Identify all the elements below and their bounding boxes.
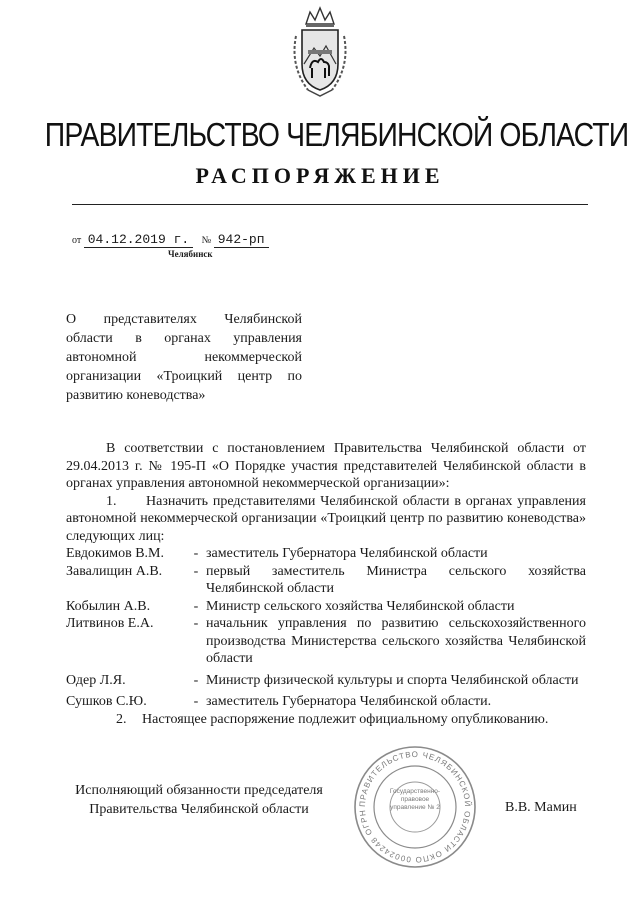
person-position: начальник управления по развитию сельскохозяйственного производства Министерства сельского хозяйства Челябинской области xyxy=(206,616,586,666)
signatory-name: В.В. Мамин xyxy=(505,800,577,815)
person-position: первый заместитель Министра сельского хозяйства Челябинской области xyxy=(206,563,586,596)
header-divider xyxy=(72,204,588,205)
document-number: 942-рп xyxy=(214,232,269,248)
person-row xyxy=(66,615,586,668)
person-name: Кобылин А.В. xyxy=(66,598,151,614)
person-name: Завалищин А.В. xyxy=(66,563,163,579)
person-position: Министр физической культуры и спорта Челябинской области xyxy=(206,672,579,688)
official-seal-stamp xyxy=(352,744,478,870)
person-name: Одер Л.Я. xyxy=(66,672,126,688)
person-row xyxy=(66,693,586,711)
item-1 xyxy=(66,493,586,546)
person-name: Литвинов Е.А. xyxy=(66,616,154,631)
person-position: заместитель Губернатора Челябинской области. xyxy=(206,694,492,709)
date-number-line xyxy=(72,232,269,247)
person-name: Евдокимов В.М. xyxy=(66,546,164,561)
intro-paragraph: В соответствии с постановлением Правительства Челябинской области от 29.04.2013 г. № 195-П «О Порядке участия представителей Челябинской области в органах управления автономной некоммерческой организации»: xyxy=(66,441,586,491)
document-date: 04.12.2019 г. xyxy=(84,232,193,248)
persons-list xyxy=(66,545,586,711)
person-row xyxy=(66,672,586,690)
from-label: от xyxy=(72,235,82,246)
signatory-position-line-2: Правительства Челябинской области xyxy=(89,802,309,817)
item-2-text: Настоящее распоряжение подлежит официальному опубликованию. xyxy=(142,711,549,727)
coat-of-arms-icon xyxy=(288,6,352,100)
person-name: Сушков С.Ю. xyxy=(66,694,147,709)
seal-ring-text: ПРАВИТЕЛЬСТВО ЧЕЛЯБИНСКОЙ ОБЛАСТИ ОКПО 00024248 ОГРН xyxy=(357,749,473,865)
item-2-number: 2. xyxy=(116,711,127,727)
document-type: РАСПОРЯЖЕНИЕ xyxy=(195,163,445,188)
person-row xyxy=(66,545,586,563)
person-position: Министр сельского хозяйства Челябинской области xyxy=(206,598,515,614)
person-dash: - xyxy=(193,563,199,579)
item-1-text: Назначить представителями Челябинской области в органах управления автономной некоммерческой организации «Троицкий центр по развитию коневодства» следующих лиц: xyxy=(66,493,586,544)
item-1-number: 1. xyxy=(106,493,117,509)
signatory-position-line-1: Исполняющий обязанности председателя xyxy=(75,783,323,798)
person-dash: - xyxy=(193,616,199,631)
person-row xyxy=(66,563,586,598)
person-position: заместитель Губернатора Челябинской области xyxy=(206,546,488,561)
document-body xyxy=(66,440,586,728)
item-2 xyxy=(66,711,586,729)
person-row xyxy=(66,598,586,616)
seal-center-text: Государственно-правовое управление № 2 xyxy=(389,788,441,811)
person-dash: - xyxy=(193,694,199,709)
document-subject: О представителях Челябинской области в органах управления автономной некоммерческой организации «Троицкий центр по развитию коневодства» xyxy=(66,312,302,403)
government-title: ПРАВИТЕЛЬСТВО ЧЕЛЯБИНСКОЙ ОБЛАСТИ xyxy=(44,116,629,153)
signatory-position xyxy=(64,781,334,819)
person-dash: - xyxy=(193,546,199,561)
number-label: № xyxy=(201,235,212,246)
person-dash: - xyxy=(193,598,199,614)
city: Челябинск xyxy=(168,249,213,259)
person-dash: - xyxy=(193,672,199,688)
